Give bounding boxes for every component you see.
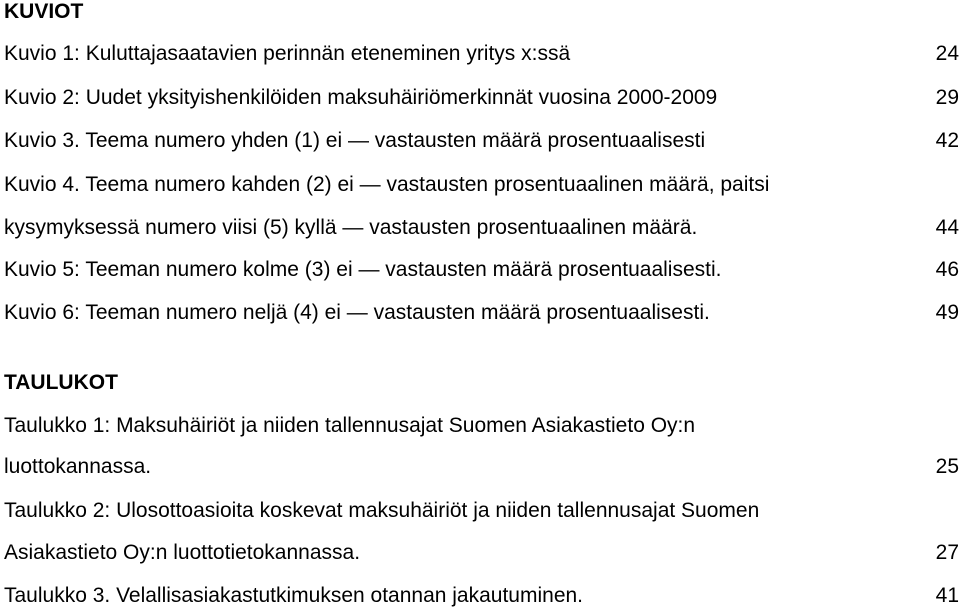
figure-entry-1 [4, 39, 959, 69]
table-entry-1-page: 25 [935, 455, 959, 478]
figures-heading: KUVIOT [4, 0, 84, 23]
figure-entry-4-page: 44 [935, 216, 959, 239]
table-entry-1-text-line-1: Taulukko 1: Maksuhäiriöt ja niiden tallennusajat Suomen Asiakastieto Oy:n [4, 414, 696, 437]
figure-entry-3 [4, 126, 959, 156]
table-entry-2-page: 27 [935, 541, 959, 564]
figure-entry-4-line-1 [4, 170, 959, 200]
table-entry-2-line-2 [4, 538, 959, 568]
table-entry-3-page: 41 [935, 584, 959, 607]
table-entry-3 [4, 581, 959, 611]
table-entry-2-text-line-1: Taulukko 2: Ulosottoasioita koskevat maksuhäiriöt ja niiden tallennusajat Suomen [4, 499, 760, 522]
figure-entry-4-line-2 [4, 213, 959, 243]
document-page [4, 0, 959, 612]
table-entry-2-line-1 [4, 496, 959, 526]
figure-entry-1-page: 24 [935, 42, 959, 65]
figure-entry-2-text: Kuvio 2: Uudet yksityishenkilöiden maksuhäiriömerkinnät vuosina 2000-2009 [4, 86, 718, 109]
table-entry-3-text: Taulukko 3. Velallisasiakastutkimuksen otannan jakautuminen. [4, 584, 584, 607]
table-entry-2-text-line-2: Asiakastieto Oy:n luottotietokannassa. [4, 541, 361, 564]
tables-heading: TAULUKOT [4, 371, 118, 394]
figure-entry-6 [4, 298, 959, 328]
table-entry-1-text-line-2: luottokannassa. [4, 455, 152, 478]
figure-entry-4-text-line-2: kysymyksessä numero viisi (5) kyllä — vastausten prosentuaalinen määrä. [4, 216, 698, 239]
figure-entry-5 [4, 255, 959, 285]
figure-entry-2 [4, 83, 959, 113]
figure-entry-6-page: 49 [935, 301, 959, 324]
figure-entry-5-page: 46 [935, 258, 959, 281]
figure-entry-3-text: Kuvio 3. Teema numero yhden (1) ei — vastausten määrä prosentuaalisesti [4, 129, 706, 152]
figure-entry-6-text: Kuvio 6: Teeman numero neljä (4) ei — vastausten määrä prosentuaalisesti. [4, 301, 710, 324]
figure-entry-1-text: Kuvio 1: Kuluttajasaatavien perinnän eteneminen yritys x:ssä [4, 42, 571, 65]
figure-entry-2-page: 29 [935, 86, 959, 109]
figure-entry-3-page: 42 [935, 129, 959, 152]
table-entry-1-line-2 [4, 452, 959, 482]
table-entry-1-line-1 [4, 411, 959, 441]
figure-entry-4-text-line-1: Kuvio 4. Teema numero kahden (2) ei — vastausten prosentuaalinen määrä, paitsi [4, 173, 770, 196]
figure-entry-5-text: Kuvio 5: Teeman numero kolme (3) ei — vastausten määrä prosentuaalisesti. [4, 258, 722, 281]
